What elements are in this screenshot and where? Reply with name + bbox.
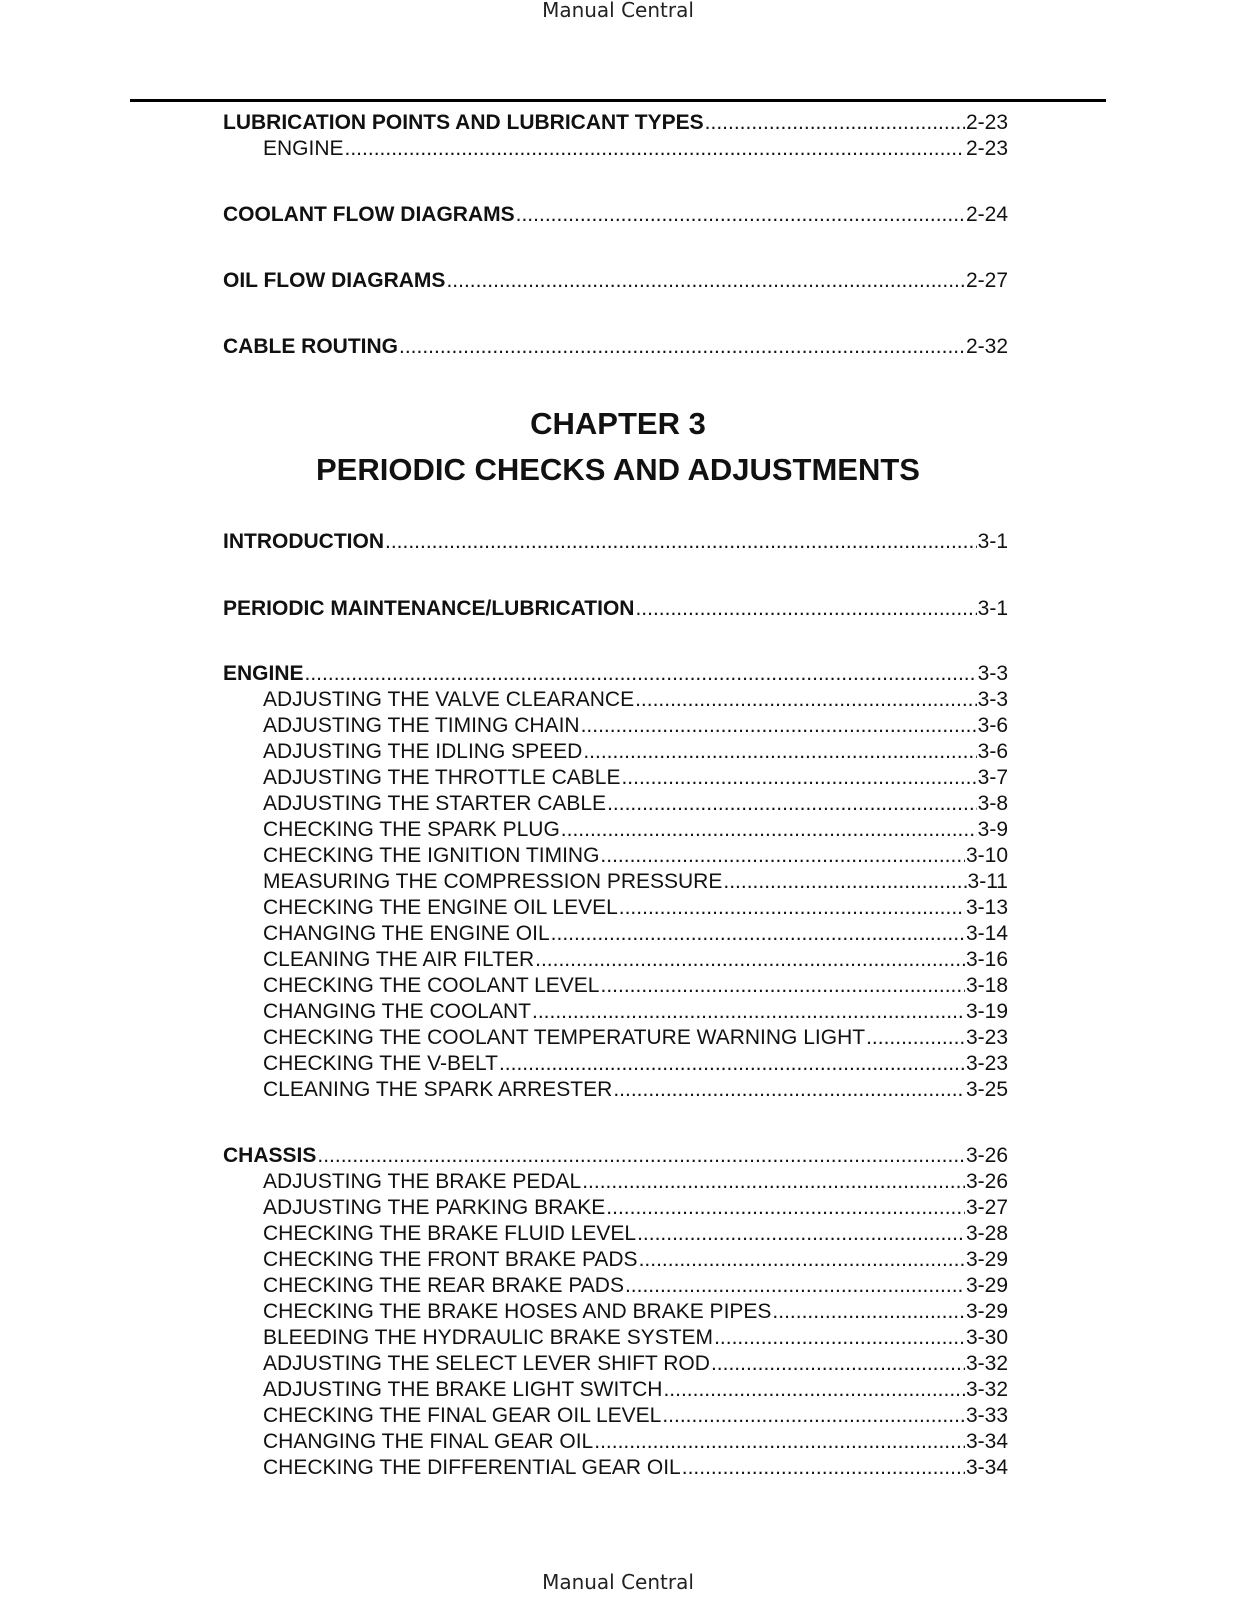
toc-entry-page: 3-6 [977, 714, 1008, 737]
toc-entry-compression-pressure[interactable] [263, 869, 1008, 895]
toc-entry-title: ADJUSTING THE BRAKE LIGHT SWITCH [263, 1378, 663, 1401]
toc-entry-cable-routing[interactable] [223, 334, 1008, 360]
toc-entry-page: 3-29 [965, 1274, 1008, 1297]
toc-entry-page: 3-7 [977, 766, 1008, 789]
toc-entry-title: CABLE ROUTING [223, 335, 398, 358]
toc-entry-periodic-maintenance[interactable] [223, 596, 1008, 622]
running-header: Manual Central [542, 0, 694, 22]
toc-entry-differential-gear-oil[interactable] [263, 1455, 1008, 1481]
toc-entry-throttle-cable[interactable] [263, 765, 1008, 791]
toc-entry-ignition-timing[interactable] [263, 843, 1008, 869]
toc-entry-title: COOLANT FLOW DIAGRAMS [223, 203, 515, 226]
toc-entry-title: CHECKING THE IGNITION TIMING [263, 844, 600, 867]
dot-leader [639, 1247, 965, 1273]
toc-entry-title: CHASSIS [223, 1144, 317, 1167]
dot-leader [594, 1429, 965, 1455]
toc-entry-brake-hoses[interactable] [263, 1299, 1008, 1325]
dot-leader [535, 947, 965, 973]
dot-leader [532, 999, 965, 1025]
toc-entry-page: 3-30 [965, 1326, 1008, 1349]
toc-entry-page: 3-34 [965, 1456, 1008, 1479]
toc-entry-page: 3-32 [965, 1352, 1008, 1375]
toc-entry-title: ENGINE [263, 137, 344, 160]
toc-entry-page: 2-23 [965, 111, 1008, 134]
toc-entry-lubrication-points[interactable] [223, 110, 1008, 136]
dot-leader [305, 661, 977, 687]
toc-entry-page: 2-24 [965, 203, 1008, 226]
toc-entry-final-gear-oil[interactable] [263, 1429, 1008, 1455]
dot-leader [582, 1169, 965, 1195]
dot-leader [705, 110, 965, 136]
header-rule [130, 99, 1106, 102]
toc-entry-title: CHECKING THE BRAKE HOSES AND BRAKE PIPES [263, 1300, 772, 1323]
toc-entry-coolant-warning-light[interactable] [263, 1025, 1008, 1051]
toc-entry-timing-chain[interactable] [263, 713, 1008, 739]
dot-leader [607, 791, 977, 817]
dot-leader [625, 1273, 965, 1299]
toc-entry-spark-plug[interactable] [263, 817, 1008, 843]
toc-entry-title: CHECKING THE DIFFERENTIAL GEAR OIL [263, 1456, 681, 1479]
toc-entry-page: 3-18 [965, 974, 1008, 997]
dot-leader [606, 1195, 965, 1221]
toc-entry-title: CHANGING THE COOLANT [263, 1000, 531, 1023]
toc-entry-title: PERIODIC MAINTENANCE/LUBRICATION [223, 597, 635, 620]
toc-entry-page: 3-14 [965, 922, 1008, 945]
toc-entry-engine-oil[interactable] [263, 921, 1008, 947]
dot-leader [446, 268, 965, 294]
toc-entry-page: 3-32 [965, 1378, 1008, 1401]
toc-entry-title: CLEANING THE AIR FILTER [263, 948, 535, 971]
toc-entry-coolant-level[interactable] [263, 973, 1008, 999]
toc-entry-title: ADJUSTING THE PARKING BRAKE [263, 1196, 606, 1219]
toc-entry-title: ADJUSTING THE VALVE CLEARANCE [263, 688, 635, 711]
dot-leader [635, 596, 976, 622]
toc-entry-page: 3-23 [965, 1052, 1008, 1075]
toc-entry-page: 3-9 [977, 818, 1008, 841]
dot-leader [635, 687, 977, 713]
toc-entry-title: MEASURING THE COMPRESSION PRESSURE [263, 870, 723, 893]
toc-entry-title: CHECKING THE COOLANT LEVEL [263, 974, 600, 997]
dot-leader [619, 895, 965, 921]
toc-entry-page: 3-26 [965, 1144, 1008, 1167]
dot-leader [581, 713, 977, 739]
toc-entry-brake-pedal[interactable] [263, 1169, 1008, 1195]
dot-leader [600, 973, 964, 999]
chapter-title: PERIODIC CHECKS AND ADJUSTMENTS [316, 452, 920, 487]
toc-entry-page: 3-13 [965, 896, 1008, 919]
dot-leader [772, 1299, 965, 1325]
dot-leader [600, 843, 965, 869]
toc-entry-page: 3-25 [965, 1078, 1008, 1101]
toc-entry-page: 3-34 [965, 1430, 1008, 1453]
toc-entry-idling-speed[interactable] [263, 739, 1008, 765]
toc-entry-page: 2-27 [965, 269, 1008, 292]
toc-entry-title: CHECKING THE FINAL GEAR OIL LEVEL [263, 1404, 662, 1427]
dot-leader [399, 334, 965, 360]
toc-entry-brake-fluid-level[interactable] [263, 1221, 1008, 1247]
toc-entry-page: 3-11 [967, 870, 1008, 893]
dot-leader [499, 1051, 965, 1077]
toc-entry-title: BLEEDING THE HYDRAULIC BRAKE SYSTEM [263, 1326, 714, 1349]
dot-leader [714, 1325, 965, 1351]
toc-entry-spark-arrester[interactable] [263, 1077, 1008, 1103]
toc-entry-title: CHECKING THE SPARK PLUG [263, 818, 560, 841]
dot-leader [637, 1221, 965, 1247]
toc-entry-coolant-flow[interactable] [223, 202, 1008, 228]
toc-entry-page: 3-10 [965, 844, 1008, 867]
toc-entry-page: 3-3 [977, 662, 1008, 685]
toc-entry-title: ADJUSTING THE STARTER CABLE [263, 792, 607, 815]
toc-entry-title: ADJUSTING THE THROTTLE CABLE [263, 766, 621, 789]
toc-entry-title: CHECKING THE V-BELT [263, 1052, 498, 1075]
toc-entry-title: CHANGING THE ENGINE OIL [263, 922, 550, 945]
toc-entry-title: ENGINE [223, 662, 304, 685]
toc-entry-chassis[interactable] [223, 1143, 1008, 1169]
dot-leader [317, 1143, 965, 1169]
toc-entry-page: 3-29 [965, 1248, 1008, 1271]
toc-entry-title: CLEANING THE SPARK ARRESTER [263, 1078, 613, 1101]
running-footer: Manual Central [542, 1570, 694, 1594]
toc-entry-title: ADJUSTING THE IDLING SPEED [263, 740, 583, 763]
toc-entry-page: 3-33 [965, 1404, 1008, 1427]
toc-entry-page: 3-28 [965, 1222, 1008, 1245]
toc-entry-page: 2-32 [965, 335, 1008, 358]
toc-entry-page: 3-8 [977, 792, 1008, 815]
toc-entry-title: OIL FLOW DIAGRAMS [223, 269, 446, 292]
toc-entry-select-lever[interactable] [263, 1351, 1008, 1377]
toc-entry-parking-brake[interactable] [263, 1195, 1008, 1221]
dot-leader [345, 136, 965, 162]
toc-entry-engine[interactable] [223, 661, 1008, 687]
toc-entry-page: 3-1 [977, 530, 1008, 553]
dot-leader [621, 765, 976, 791]
dot-leader [866, 1025, 965, 1051]
dot-leader [551, 921, 965, 947]
toc-entry-title: CHECKING THE FRONT BRAKE PADS [263, 1248, 638, 1271]
toc-entry-title: ADJUSTING THE SELECT LEVER SHIFT ROD [263, 1352, 710, 1375]
toc-entry-title: INTRODUCTION [223, 530, 384, 553]
toc-entry-title: CHECKING THE COOLANT TEMPERATURE WARNING LIGHT [263, 1026, 866, 1049]
dot-leader [613, 1077, 965, 1103]
toc-entry-page: 3-16 [965, 948, 1008, 971]
toc-entry-oil-flow[interactable] [223, 268, 1008, 294]
toc-entry-air-filter[interactable] [263, 947, 1008, 973]
dot-leader [583, 739, 976, 765]
toc-entry-bleeding-brake[interactable] [263, 1325, 1008, 1351]
toc-entry-title: CHANGING THE FINAL GEAR OIL [263, 1430, 594, 1453]
toc-entry-introduction[interactable] [223, 529, 1008, 555]
dot-leader [385, 529, 977, 555]
toc-entry-changing-coolant[interactable] [263, 999, 1008, 1025]
dot-leader [662, 1403, 965, 1429]
toc-entry-page: 3-3 [977, 688, 1008, 711]
toc-entry-page: 3-26 [965, 1170, 1008, 1193]
toc-entry-v-belt[interactable] [263, 1051, 1008, 1077]
toc-entry-title: ADJUSTING THE BRAKE PEDAL [263, 1170, 582, 1193]
toc-entry-title: ADJUSTING THE TIMING CHAIN [263, 714, 580, 737]
toc-entry-starter-cable[interactable] [263, 791, 1008, 817]
toc-entry-page: 3-1 [977, 597, 1008, 620]
toc-entry-brake-light-switch[interactable] [263, 1377, 1008, 1403]
toc-entry-page: 3-27 [965, 1196, 1008, 1219]
toc-entry-engine-oil-level[interactable] [263, 895, 1008, 921]
toc-entry-lubrication-engine[interactable] [263, 136, 1008, 162]
toc-entry-valve-clearance[interactable] [263, 687, 1008, 713]
dot-leader [723, 869, 966, 895]
toc-entry-final-gear-oil-level[interactable] [263, 1403, 1008, 1429]
toc-entry-title: CHECKING THE BRAKE FLUID LEVEL [263, 1222, 637, 1245]
toc-entry-front-brake-pads[interactable] [263, 1247, 1008, 1273]
toc-entry-page: 3-19 [965, 1000, 1008, 1023]
toc-entry-title: LUBRICATION POINTS AND LUBRICANT TYPES [223, 111, 704, 134]
toc-entry-rear-brake-pads[interactable] [263, 1273, 1008, 1299]
dot-leader [682, 1455, 965, 1481]
dot-leader [663, 1377, 965, 1403]
toc-entry-page: 3-29 [965, 1300, 1008, 1323]
chapter-number: CHAPTER 3 [530, 406, 706, 441]
dot-leader [516, 202, 965, 228]
toc-entry-title: CHECKING THE REAR BRAKE PADS [263, 1274, 624, 1297]
toc-entry-page: 3-6 [977, 740, 1008, 763]
toc-entry-page: 2-23 [965, 137, 1008, 160]
dot-leader [561, 817, 977, 843]
toc-entry-page: 3-23 [965, 1026, 1008, 1049]
toc-entry-title: CHECKING THE ENGINE OIL LEVEL [263, 896, 618, 919]
dot-leader [711, 1351, 965, 1377]
